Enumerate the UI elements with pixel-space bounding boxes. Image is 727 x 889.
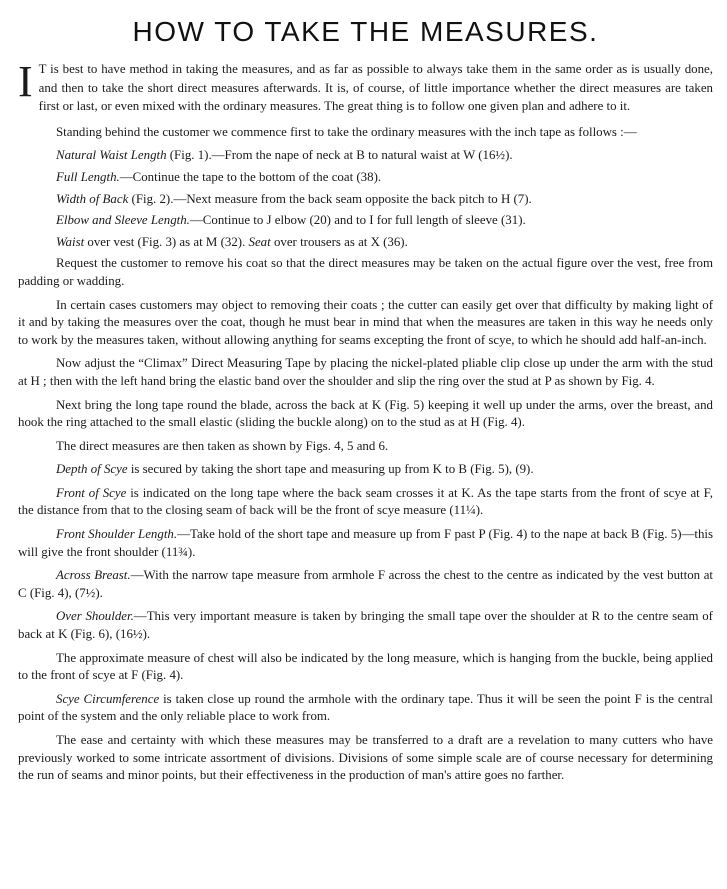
measure-term: Full Length.	[56, 169, 120, 184]
measure-term: Seat	[248, 234, 271, 249]
measure-natural-waist	[18, 147, 713, 165]
measure-term: Width of Back	[56, 191, 129, 206]
def-term: Front of Scye	[56, 485, 127, 500]
def-term: Across Breast.	[56, 568, 131, 583]
measure-text: (Fig. 1).—From the nape of neck at B to natural waist at W (16½).	[166, 148, 513, 163]
paragraph-direct-measures: The direct measures are then taken as shown by Figs. 4, 5 and 6.	[56, 438, 389, 453]
measure-text: —Continue to J elbow (20) and to I for full length of sleeve (31).	[189, 213, 526, 228]
measure-text: over trousers as at X (36).	[270, 234, 408, 249]
paragraph-adjust-tape: Now adjust the “Climax” Direct Measuring Tape by placing the nickel-plated pliable clip close up under the arm with the stud at H ; then with the left hand bring the elastic band over the shoulder and slip the ring over the stud at P as shown by Fig. 4.	[18, 356, 713, 388]
measure-elbow-sleeve	[18, 212, 713, 230]
drop-cap: I	[18, 57, 33, 106]
measure-width-back	[18, 191, 713, 209]
measure-text: (Fig. 2).—Next measure from the back seam opposite the back pitch to H (7).	[128, 191, 532, 206]
paragraph-long-tape: Next bring the long tape round the blade, across the back at K (Fig. 5) keeping it well up under the arms, over the breast, and hook the ring attached to the small elastic (sliding the buckle along) on to the stud as at H (Fig. 4).	[18, 397, 713, 430]
paragraph-ease-certainty: The ease and certainty with which these measures may be transferred to a draft are a revelation to many cutters who have previously worked to some intricate assortment of divisions. Divisions of some simple scale are of course necessary for determining the run of seams and minor points, but their effectiveness in the production of man's attire goes no farther.	[18, 733, 713, 783]
def-front-of-scye	[18, 485, 713, 520]
def-front-shoulder	[18, 526, 713, 561]
def-text: is secured by taking the short tape and measuring up from K to B (Fig. 5), (9).	[127, 462, 534, 477]
def-over-shoulder	[18, 608, 713, 643]
measure-term: Waist	[56, 234, 85, 249]
def-term: Scye Circumference	[56, 691, 160, 706]
measure-waist-seat	[18, 234, 713, 252]
paragraph-certain-cases: In certain cases customers may object to removing their coats ; the cutter can easily get over that difficulty by making light of it and by taking the measures over the coat, though he must bear in mind that when the measures are taken in this way he needs only to work by the measures taken, without allowing anything for seams excepting the front of scye, to which he should add half-an-inch.	[18, 297, 713, 347]
measure-text: —Continue the tape to the bottom of the coat (38).	[119, 169, 382, 184]
page-title: HOW TO TAKE THE MEASURES.	[132, 16, 599, 47]
measure-full-length	[18, 169, 713, 187]
paragraph-request: Request the customer to remove his coat so that the direct measures may be taken on the actual figure over the vest, free from padding or wadding.	[18, 256, 713, 288]
def-text: is indicated on the long tape where the back seam crosses it at K. As the tape starts from the front of scye at F, the distance from that to the closing seam of back will be the front of scye measure (11¼).	[18, 485, 713, 518]
measure-term: Natural Waist Length	[56, 148, 167, 163]
def-term: Depth of Scye	[56, 462, 128, 477]
def-across-breast	[18, 567, 713, 602]
paragraph-approx-chest: The approximate measure of chest will also be indicated by the long measure, which is hanging from the buckle, being applied to the front of scye at F (Fig. 4).	[18, 650, 713, 683]
def-text: —With the narrow tape measure from armhole F across the chest to the centre as indicated by the vest button at C (Fig. 4), (7½).	[18, 568, 714, 600]
measure-term: Elbow and Sleeve Length.	[56, 213, 190, 228]
def-text: —This very important measure is taken by bringing the small tape over the shoulder at R to the centre seam of back at K (Fig. 6), (16½).	[18, 609, 713, 642]
def-term: Front Shoulder Length.	[56, 527, 178, 542]
def-text: —Take hold of the short tape and measure up from F past P (Fig. 4) to the nape at back B (Fig. 5)—this will give the front shoulder (11¾).	[18, 527, 714, 559]
def-scye-circumference	[18, 691, 713, 726]
def-text: is taken close up round the armhole with the ordinary tape. Thus it will be seen the point F is the central point of the system and the only reliable place to work from.	[18, 691, 713, 724]
def-depth-of-scye	[18, 461, 713, 479]
measure-text: over vest (Fig. 3) as at M (32).	[84, 234, 249, 249]
intro-paragraph	[18, 57, 713, 116]
paragraph-standing: Standing behind the customer we commence first to take the ordinary measures with the inch tape as follows :—	[56, 124, 637, 139]
intro-text: T is best to have method in taking the measures, and as far as possible to always take them in the same order as is usually done, and then to take the short direct measures afterwards. It is, of course, of little importance whether the direct measures are taken first or last, or even mixed with the ordinary measures. The great thing is to follow one given plan and adhere to it.	[38, 62, 713, 114]
def-term: Over Shoulder.	[56, 609, 134, 624]
